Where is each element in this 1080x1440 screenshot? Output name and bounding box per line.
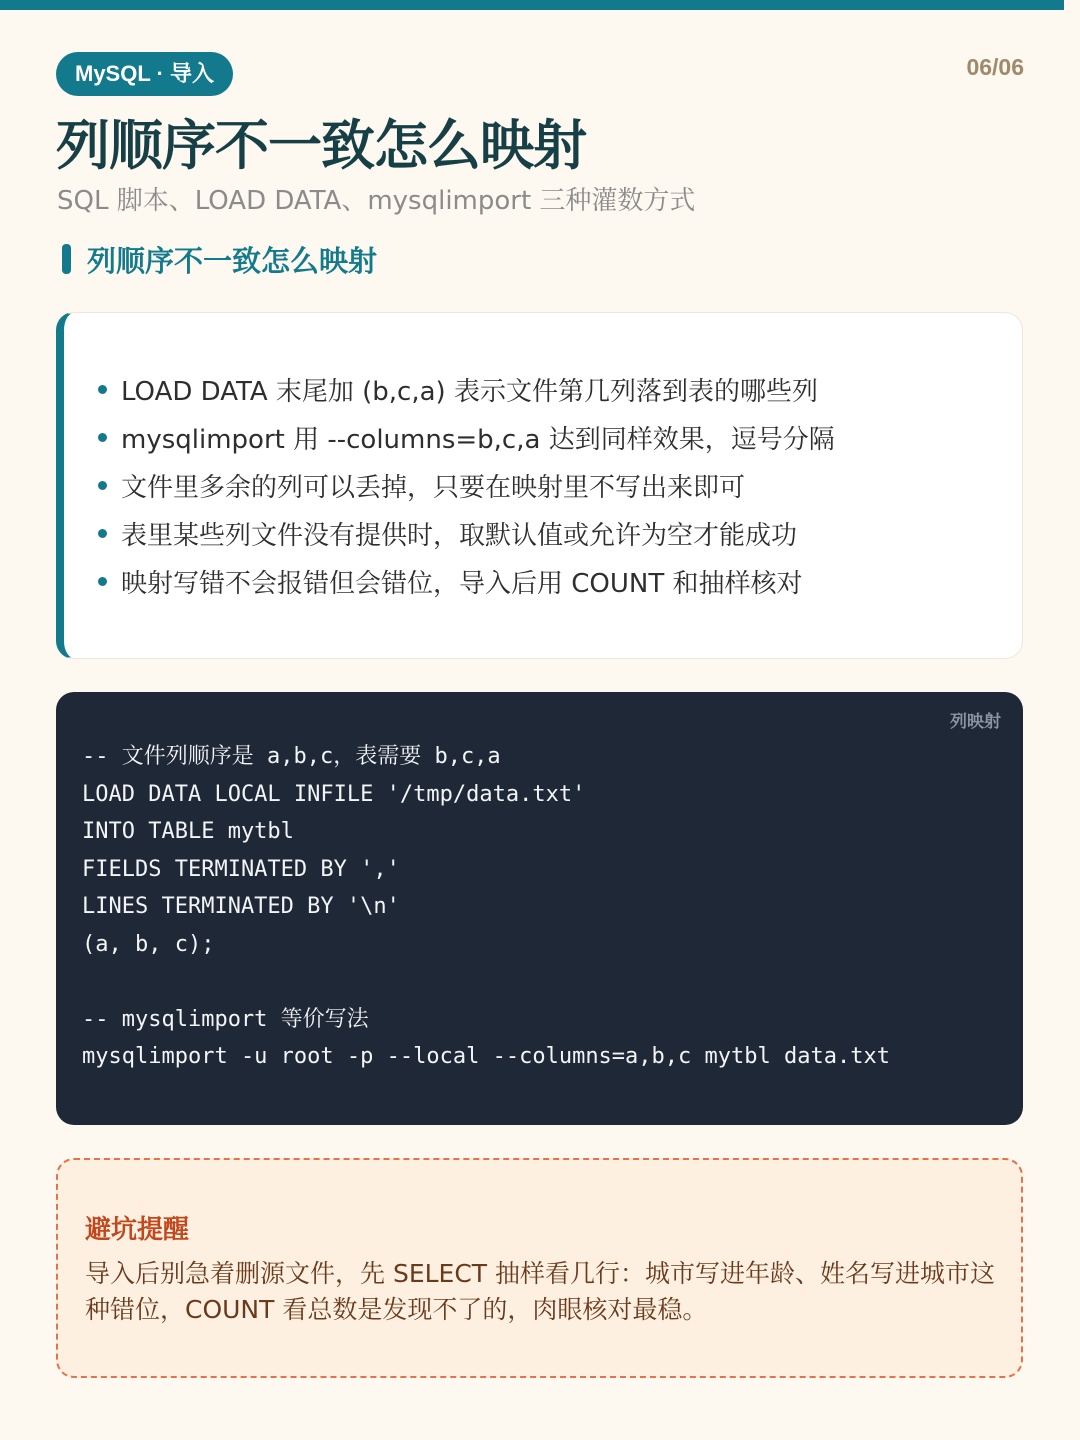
bullet-dot-icon xyxy=(98,433,107,442)
bullet-item xyxy=(98,557,1022,605)
page-number: 06/06 xyxy=(966,54,1024,80)
bullet-text: 映射写错不会报错但会错位，导入后用 COUNT 和抽样核对 xyxy=(121,568,803,599)
bullet-list xyxy=(64,313,1022,605)
section-marker xyxy=(62,244,71,274)
section-title: 列顺序不一致怎么映射 xyxy=(87,243,378,278)
bullet-item xyxy=(98,365,1022,413)
bullet-text: 表里某些列文件没有提供时，取默认值或允许为空才能成功 xyxy=(121,520,798,551)
bullet-dot-icon xyxy=(98,385,107,394)
bullet-text: 文件里多余的列可以丢掉，只要在映射里不写出来即可 xyxy=(121,472,746,503)
code-content: -- 文件列顺序是 a,b,c，表需要 b,c,a LOAD DATA LOCAL INFILE '/tmp/data.txt' INTO TABLE mytbl FIELDS TERMINATED BY ',' LINES TERMINATED BY '\n' (a, b, c); -- mysqlimport 等价写法 mysqlimport -u root -p --local --columns=a,b,c mytbl data.txt xyxy=(82,744,890,1069)
top-accent-bar xyxy=(0,0,1064,10)
tip-title: 避坑提醒 xyxy=(85,1215,190,1245)
bullet-dot-icon xyxy=(98,529,107,538)
warning-tip-card xyxy=(56,1158,1023,1378)
section-heading xyxy=(62,238,377,280)
bullet-card xyxy=(56,312,1023,659)
bullet-dot-icon xyxy=(98,577,107,586)
bullet-item xyxy=(98,413,1022,461)
code-label: 列映射 xyxy=(950,712,1001,732)
bullet-dot-icon xyxy=(98,481,107,490)
bullet-item xyxy=(98,509,1022,557)
bullet-item xyxy=(98,461,1022,509)
code-block xyxy=(56,692,1023,1125)
page-subtitle: SQL 脚本、LOAD DATA、mysqlimport 三种灌数方式 xyxy=(57,186,696,216)
tip-body: 导入后别急着删源文件，先 SELECT 抽样看几行：城市写进年龄、姓名写进城市这种错位，COUNT 看总数是发现不了的，肉眼核对最稳。 xyxy=(85,1259,996,1324)
bullet-text: mysqlimport 用 --columns=b,c,a 达到同样效果，逗号分隔 xyxy=(121,424,835,455)
page-title: 列顺序不一致怎么映射 xyxy=(56,114,586,177)
category-tag: MySQL · 导入 xyxy=(56,52,233,96)
bullet-text: LOAD DATA 末尾加 (b,c,a) 表示文件第几列落到表的哪些列 xyxy=(121,376,818,407)
